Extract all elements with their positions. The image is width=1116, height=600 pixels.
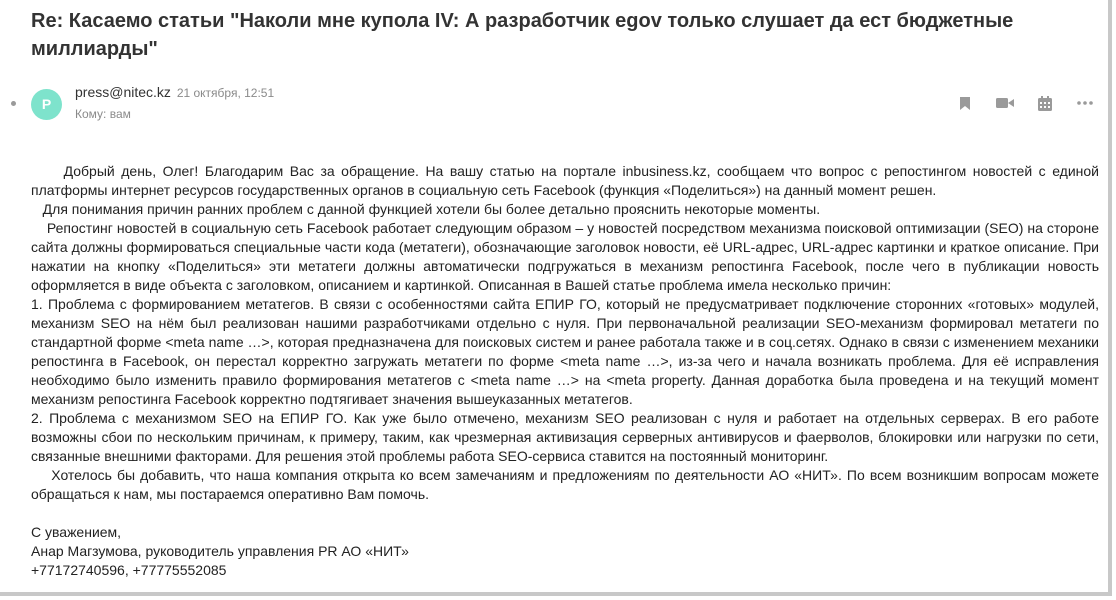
signature-greeting: С уважением, bbox=[31, 524, 122, 540]
signature-phones: +77172740596, +77775552085 bbox=[31, 562, 227, 578]
body-paragraph-problem-2: 2. Проблема с механизмом SEO на ЕПИР ГО. Как уже было отмечено, механизм SEO реализован с нуля и работает на отдельных серверах. В его работе возможны сбои по нескольким причинам, к примеру, таким, как чрезмерная активизация серверных антивирусов и фаерволов, блокировки или нагрузки по сети, связанные внешними факторами. Для решения этой проблемы работа SEO-сервиса ставится на постоянный мониторинг. bbox=[31, 410, 1099, 464]
more-icon[interactable] bbox=[1075, 94, 1095, 112]
body-paragraph-closing: Хотелось бы добавить, что наша компания открыта ко всем замечаниям и предложениям по деятельности АО «НИТ». По всем возникшим вопросам можете обращаться к нам, мы постараемся оперативно Вам помочь. bbox=[31, 467, 1103, 502]
sender-line bbox=[75, 84, 274, 100]
bookmark-icon[interactable] bbox=[955, 94, 975, 112]
unread-indicator[interactable] bbox=[11, 101, 16, 106]
calendar-icon[interactable] bbox=[1035, 94, 1055, 112]
signature-name: Анар Магзумова, руководитель управления PR АО «НИТ» bbox=[31, 543, 409, 559]
body-paragraph-greeting: Добрый день, Олег! Благодарим Вас за обращение. На вашу статью на портале inbusiness.kz, сообщаем что вопрос с репостингом новостей с единой платформы интернет ресурсов государственных органов в социальную сеть Facebook (функция «Поделиться») на данный момент решен. bbox=[31, 163, 1103, 198]
body-spacer bbox=[31, 504, 1099, 523]
video-icon[interactable] bbox=[995, 94, 1015, 112]
sender-address[interactable]: press@nitec.kz bbox=[75, 84, 171, 100]
email-toolbar bbox=[955, 94, 1112, 112]
sender-avatar[interactable]: P bbox=[31, 89, 62, 120]
email-date: 21 октября, 12:51 bbox=[176, 86, 275, 100]
body-paragraph-problem-1: 1. Проблема с формированием метатегов. В связи с особенностями сайта ЕПИР ГО, который не предусматривает подключение сторонних «готовых» модулей, механизм SEO на нём был реализован нашими разработчиками отдельно с нуля. При первоначальной реализации SEO-механизм формировал метатеги по стандартной форме <meta name …>, которая предназначена для поисковых систем и ранее работала также и в соц.сетях. Однако в связи с изменением механики репостинга в Facebook, он перестал корректно загружать метатеги по форме <meta name …>, из-за чего и начала возникать проблема. Для её исправления необходимо было изменить правило формирования метатегов с <meta name …> на <meta property. Данная доработка была проведена и на текущий момент механизм репостинга Facebook корректно подтягивает значения вышеуказанных метатегов. bbox=[31, 296, 1099, 407]
body-paragraph-explanation: Репостинг новостей в социальную сеть Facebook работает следующим образом – у новостей посредством механизма поисковой оптимизации (SEO) на стороне сайта должны формироваться специальные части кода (метатеги), обозначающие заголовок новости, её URL-адрес, URL-адрес картинки и краткое описание. При нажатии на кнопку «Поделиться» эти метатеги должны автоматически подгружаться в механизм репостинга Facebook, после чего в публикации новость оформляется в виде объекта с заголовком, описанием и картинкой. Описанная в Вашей статье проблема имела несколько причин: bbox=[31, 220, 1103, 293]
email-subject: Re: Касаемо статьи "Наколи мне купола IV: А разработчик egov только слушает да ест бюджетные миллиарды" bbox=[31, 10, 1014, 60]
email-body bbox=[31, 162, 1103, 580]
body-paragraph-intro: Для понимания причин ранних проблем с данной функцией хотели бы более детально прояснить некоторые моменты. bbox=[31, 201, 821, 217]
recipients-line[interactable]: Кому: вам bbox=[75, 107, 131, 121]
